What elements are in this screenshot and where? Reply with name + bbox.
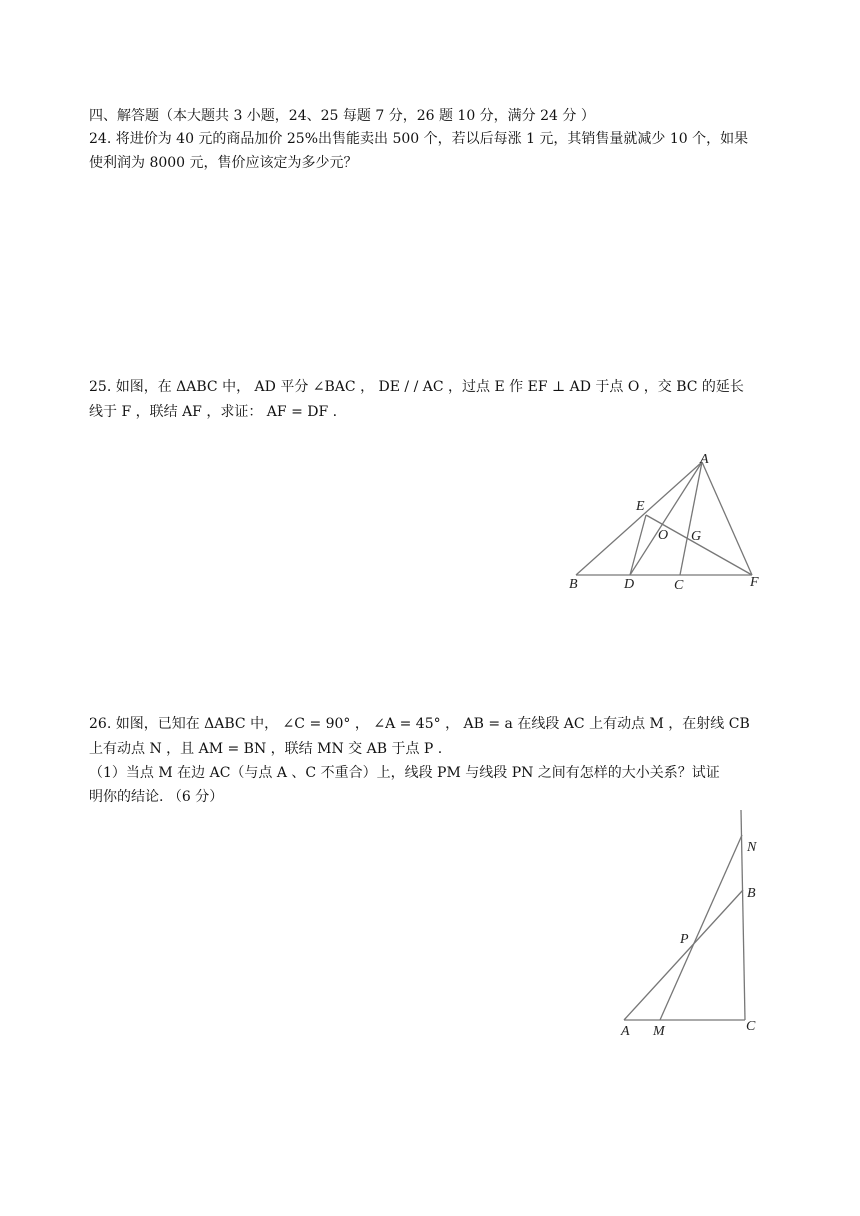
label-B: B [569, 577, 578, 592]
seg-EF [646, 515, 752, 575]
label-O: O [658, 528, 669, 543]
q25-line-2: 线于 F ，联结 AF ，求证： AF = DF . [89, 404, 338, 420]
seg-AB [624, 890, 743, 1020]
q25-triangle-figure [560, 445, 770, 595]
label-A: A [621, 1024, 630, 1039]
seg-MN [660, 835, 742, 1020]
section-heading: 四、解答题（本大题共 3 小题，24、25 每题 7 分，26 题 10 分，满分 24 分 ） [89, 108, 595, 124]
label-M: M [653, 1024, 665, 1039]
label-D: D [624, 577, 635, 592]
label-B: B [747, 886, 756, 901]
label-N: N [747, 840, 757, 855]
label-E: E [636, 499, 645, 514]
q25-line-1: 25. 如图，在 ΔABC 中， AD 平分 ∠BAC ， DE / / AC ，过点 E 作 EF ⊥ AD 于点 O ，交 BC 的延长 [89, 379, 744, 395]
q26-triangle-figure [610, 805, 780, 1040]
seg-AF [702, 462, 752, 575]
seg-CN-ray [741, 810, 745, 1020]
q26-line-2: 上有动点 N ，且 AM = BN ，联结 MN 交 AB 于点 P . [89, 741, 443, 757]
q26-line-3: （1）当点 M 在边 AC（与点 A 、C 不重合）上，线段 PM 与线段 PN 之间有怎样的大小关系？试证 [89, 765, 720, 781]
label-G: G [691, 529, 702, 544]
label-C: C [674, 578, 684, 593]
q26-line-1: 26. 如图，已知在 ΔABC 中， ∠C = 90° ， ∠A = 45° ， AB = a 在线段 AC 上有动点 M ，在射线 CB [89, 716, 750, 732]
label-C: C [746, 1019, 756, 1034]
label-A: A [700, 452, 709, 467]
q24-line-1: 24. 将进价为 40 元的商品加价 25%出售能卖出 500 个，若以后每涨 1 元，其销售量就减少 10 个，如果 [89, 131, 749, 147]
q26-line-4: 明你的结论. （6 分） [89, 789, 224, 805]
q24-line-2: 使利润为 8000 元，售价应该定为多少元？ [89, 155, 358, 171]
label-P: P [680, 932, 689, 947]
label-F: F [750, 575, 759, 590]
